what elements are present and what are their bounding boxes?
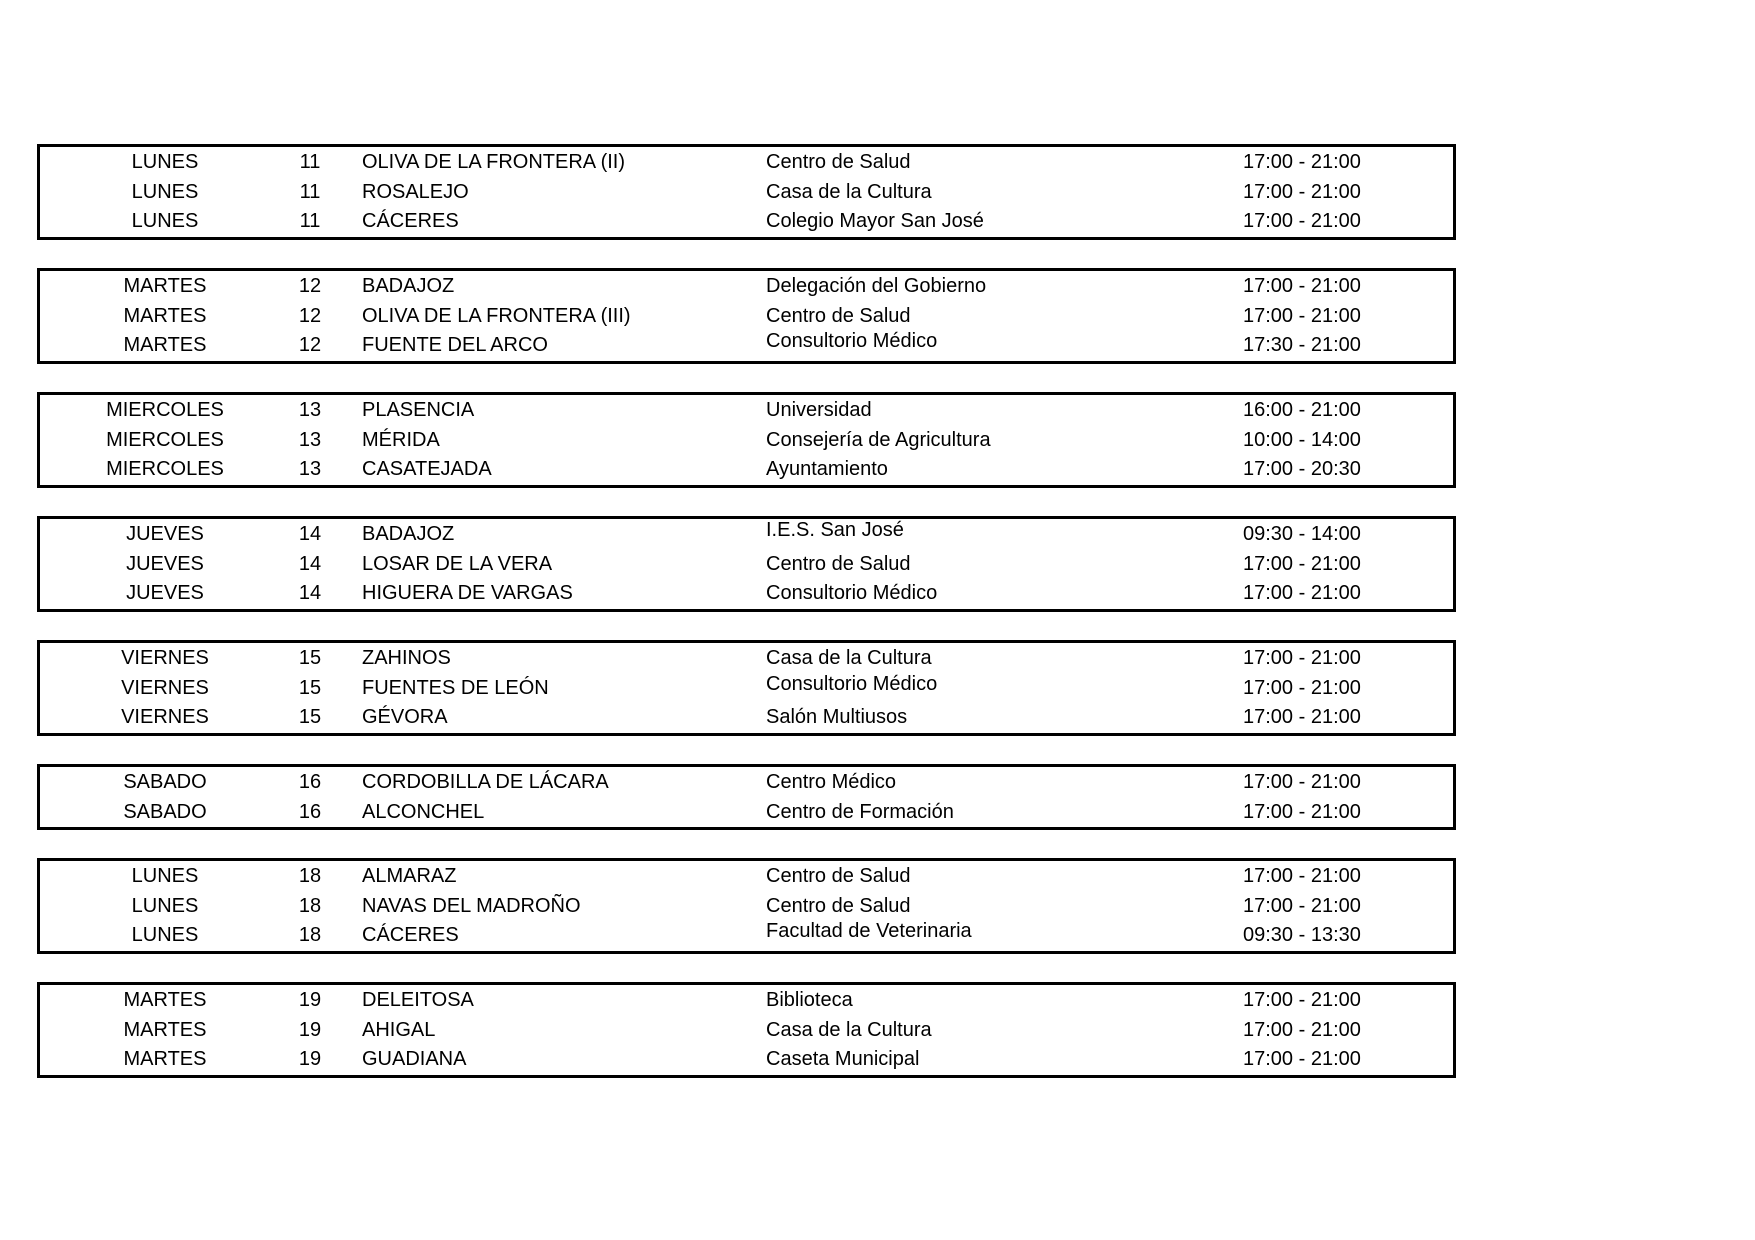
town-cell: ROSALEJO — [362, 181, 469, 203]
place-cell: Casa de la Cultura — [766, 181, 932, 203]
table-row — [40, 920, 1453, 950]
day-cell: LUNES — [131, 210, 199, 232]
date-cell: 11 — [299, 181, 321, 203]
place-cell: Consejería de Agricultura — [766, 429, 991, 451]
schedule-group — [37, 144, 1456, 240]
town-cell: DELEITOSA — [362, 989, 474, 1011]
time-cell: 17:00 - 21:00 — [1243, 771, 1361, 793]
place-cell: Biblioteca — [766, 989, 853, 1011]
time-cell: 17:00 - 21:00 — [1243, 305, 1361, 327]
date-cell: 18 — [298, 895, 322, 917]
day-cell: MIERCOLES — [106, 429, 224, 451]
day-cell: LUNES — [131, 895, 199, 917]
table-row — [40, 891, 1453, 921]
place-cell: Colegio Mayor San José — [766, 210, 984, 232]
table-row — [40, 454, 1453, 484]
town-cell: MÉRIDA — [362, 429, 440, 451]
date-cell: 19 — [298, 989, 322, 1011]
town-cell: BADAJOZ — [362, 275, 455, 297]
time-cell: 17:00 - 21:00 — [1243, 1019, 1361, 1041]
table-row — [40, 861, 1453, 891]
place-cell: Centro Médico — [766, 771, 897, 793]
date-cell: 12 — [298, 334, 322, 356]
day-cell: JUEVES — [126, 582, 204, 604]
table-row — [40, 702, 1453, 732]
time-cell: 17:00 - 21:00 — [1243, 553, 1361, 575]
time-cell: 17:00 - 21:00 — [1243, 801, 1361, 823]
schedule-group — [37, 392, 1456, 488]
town-cell: FUENTES DE LEÓN — [362, 677, 549, 699]
day-cell: MIERCOLES — [106, 458, 224, 480]
date-cell: 14 — [298, 582, 322, 604]
time-cell: 16:00 - 21:00 — [1243, 399, 1361, 421]
place-cell: Delegación del Gobierno — [766, 275, 987, 297]
town-cell: GÉVORA — [362, 706, 448, 728]
table-row — [40, 330, 1453, 360]
table-row — [40, 578, 1453, 608]
place-cell: Consultorio Médico — [766, 673, 938, 695]
date-cell: 18 — [298, 865, 322, 887]
town-cell: ALMARAZ — [362, 865, 457, 887]
day-cell: MARTES — [123, 989, 207, 1011]
day-cell: LUNES — [131, 151, 199, 173]
day-cell: LUNES — [131, 181, 199, 203]
day-cell: VIERNES — [121, 677, 209, 699]
day-cell: JUEVES — [126, 553, 204, 575]
date-cell: 18 — [298, 924, 322, 946]
time-cell: 10:00 - 14:00 — [1243, 429, 1361, 451]
place-cell: Salón Multiusos — [766, 706, 908, 728]
table-row — [40, 1044, 1453, 1074]
place-cell: Centro de Formación — [766, 801, 954, 823]
place-cell: Caseta Municipal — [766, 1048, 920, 1070]
time-cell: 17:00 - 21:00 — [1243, 647, 1361, 669]
town-cell: OLIVA DE LA FRONTERA (III) — [362, 305, 631, 327]
town-cell: LOSAR DE LA VERA — [362, 553, 553, 575]
day-cell: JUEVES — [126, 523, 204, 545]
date-cell: 16 — [298, 771, 322, 793]
date-cell: 19 — [298, 1019, 322, 1041]
town-cell: ZAHINOS — [362, 647, 451, 669]
day-cell: LUNES — [131, 924, 199, 946]
date-cell: 14 — [298, 523, 322, 545]
day-cell: MARTES — [123, 1048, 207, 1070]
time-cell: 17:00 - 21:00 — [1243, 151, 1361, 173]
place-cell: Consultorio Médico — [766, 330, 938, 352]
schedule-group — [37, 268, 1456, 364]
day-cell: LUNES — [131, 865, 199, 887]
time-cell: 17:00 - 21:00 — [1243, 275, 1361, 297]
day-cell: MARTES — [123, 334, 207, 356]
schedule-group — [37, 516, 1456, 612]
day-cell: MIERCOLES — [106, 399, 224, 421]
table-row — [40, 206, 1453, 236]
place-cell: Universidad — [766, 399, 872, 421]
day-cell: MARTES — [123, 305, 207, 327]
table-row — [40, 767, 1453, 797]
schedule-group — [37, 982, 1456, 1078]
place-cell: Consultorio Médico — [766, 582, 938, 604]
place-cell: Centro de Salud — [766, 895, 911, 917]
place-cell: Centro de Salud — [766, 865, 911, 887]
place-cell: Casa de la Cultura — [766, 647, 932, 669]
town-cell: ALCONCHEL — [362, 801, 485, 823]
town-cell: CORDOBILLA DE LÁCARA — [362, 771, 609, 793]
time-cell: 17:00 - 21:00 — [1243, 865, 1361, 887]
day-cell: MARTES — [123, 275, 207, 297]
date-cell: 11 — [299, 151, 321, 173]
town-cell: CASATEJADA — [362, 458, 492, 480]
table-row — [40, 301, 1453, 331]
time-cell: 17:00 - 21:00 — [1243, 181, 1361, 203]
time-cell: 17:00 - 21:00 — [1243, 210, 1361, 232]
date-cell: 12 — [298, 305, 322, 327]
table-row — [40, 271, 1453, 301]
town-cell: FUENTE DEL ARCO — [362, 334, 548, 356]
date-cell: 11 — [299, 210, 321, 232]
table-row — [40, 1015, 1453, 1045]
town-cell: AHIGAL — [362, 1019, 436, 1041]
table-row — [40, 643, 1453, 673]
table-row — [40, 985, 1453, 1015]
town-cell: BADAJOZ — [362, 523, 455, 545]
time-cell: 17:00 - 21:00 — [1243, 582, 1361, 604]
day-cell: VIERNES — [121, 647, 209, 669]
town-cell: NAVAS DEL MADROÑO — [362, 895, 581, 917]
table-row — [40, 549, 1453, 579]
time-cell: 17:00 - 21:00 — [1243, 1048, 1361, 1070]
town-cell: PLASENCIA — [362, 399, 475, 421]
day-cell: MARTES — [123, 1019, 207, 1041]
place-cell: Centro de Salud — [766, 305, 911, 327]
table-row — [40, 673, 1453, 703]
time-cell: 17:00 - 21:00 — [1243, 677, 1361, 699]
place-cell: Casa de la Cultura — [766, 1019, 932, 1041]
time-cell: 17:30 - 21:00 — [1243, 334, 1361, 356]
day-cell: SABADO — [123, 801, 207, 823]
date-cell: 13 — [298, 399, 322, 421]
place-cell: Centro de Salud — [766, 151, 911, 173]
table-row — [40, 395, 1453, 425]
place-cell: Centro de Salud — [766, 553, 911, 575]
date-cell: 15 — [298, 706, 322, 728]
time-cell: 17:00 - 20:30 — [1243, 458, 1361, 480]
schedule-group — [37, 764, 1456, 830]
table-row — [40, 797, 1453, 827]
time-cell: 17:00 - 21:00 — [1243, 706, 1361, 728]
table-row — [40, 177, 1453, 207]
place-cell: Facultad de Veterinaria — [766, 920, 972, 942]
town-cell: CÁCERES — [362, 210, 459, 232]
date-cell: 12 — [298, 275, 322, 297]
date-cell: 15 — [298, 647, 322, 669]
town-cell: CÁCERES — [362, 924, 459, 946]
date-cell: 16 — [298, 801, 322, 823]
date-cell: 15 — [298, 677, 322, 699]
date-cell: 19 — [298, 1048, 322, 1070]
date-cell: 13 — [298, 458, 322, 480]
date-cell: 13 — [298, 429, 322, 451]
date-cell: 14 — [298, 553, 322, 575]
schedule-group — [37, 640, 1456, 736]
time-cell: 17:00 - 21:00 — [1243, 989, 1361, 1011]
table-row — [40, 519, 1453, 549]
town-cell: GUADIANA — [362, 1048, 467, 1070]
day-cell: SABADO — [123, 771, 207, 793]
time-cell: 17:00 - 21:00 — [1243, 895, 1361, 917]
time-cell: 09:30 - 13:30 — [1243, 924, 1361, 946]
town-cell: HIGUERA DE VARGAS — [362, 582, 573, 604]
time-cell: 09:30 - 14:00 — [1243, 523, 1361, 545]
place-cell: Ayuntamiento — [766, 458, 888, 480]
schedule-group — [37, 858, 1456, 954]
place-cell: I.E.S. San José — [766, 519, 904, 541]
town-cell: OLIVA DE LA FRONTERA (II) — [362, 151, 626, 173]
table-row — [40, 147, 1453, 177]
day-cell: VIERNES — [121, 706, 209, 728]
table-row — [40, 425, 1453, 455]
